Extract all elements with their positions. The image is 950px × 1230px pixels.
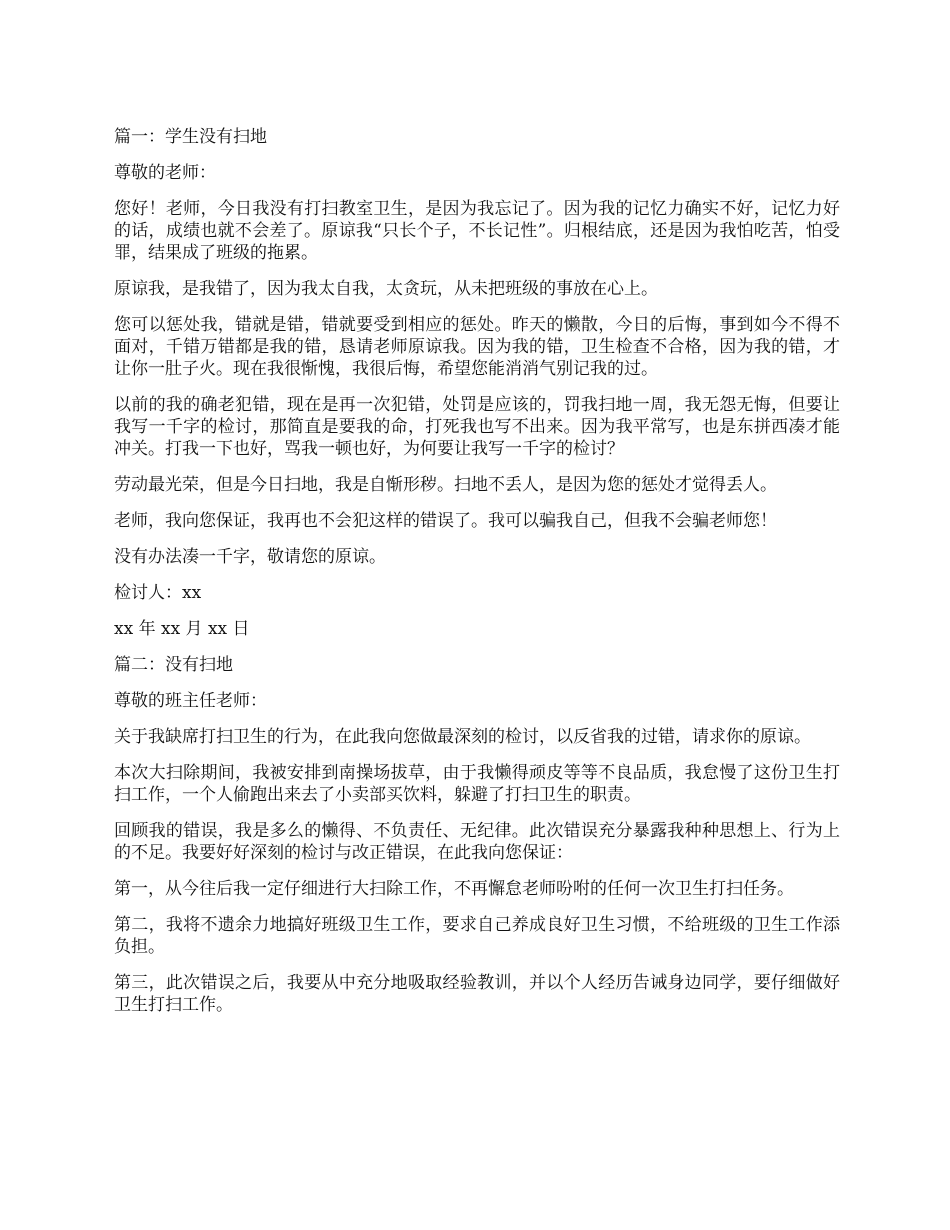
body-paragraph: 您好！老师，今日我没有打扫教室卫生，是因为我忘记了。因为我的记忆力确实不好，记忆力好的话，成绩也就不会差了。原谅我“只长个子，不长记性”。归根结底，还是因为我怕吃苦，怕受罪，结果成了班级的拖累。	[114, 199, 840, 263]
section-two-title: 篇二：没有扫地	[114, 655, 233, 675]
body-paragraph: 老师，我向您保证，我再也不会犯这样的错误了。我可以骗我自己，但我不会骗老师您！	[114, 511, 777, 531]
body-paragraph: 您可以惩处我，错就是错，错就要受到相应的惩处。昨天的懒散，今日的后悔，事到如今不得不面对，千错万错都是我的错，恳请老师原谅我。因为我的错，卫生检查不合格，因为我的错，才让你一肚子火。现在我很惭愧，我很后悔，希望您能消消气别记我的过。	[114, 315, 840, 379]
salutation-teacher: 尊敬的老师：	[114, 163, 216, 183]
body-paragraph: 第一，从今往后我一定仔细进行大扫除工作，不再懈怠老师吩咐的任何一次卫生打扫任务。	[114, 879, 794, 899]
body-paragraph: 原谅我，是我错了，因为我太自我，太贪玩，从未把班级的事放在心上。	[114, 279, 658, 299]
signature-line: 检讨人：xx	[114, 583, 202, 603]
salutation-head-teacher: 尊敬的班主任老师：	[114, 691, 267, 711]
body-paragraph: 本次大扫除期间，我被安排到南操场拔草，由于我懒得顽皮等等不良品质，我怠慢了这份卫生打扫工作，一个人偷跑出来去了小卖部买饮料，躲避了打扫卫生的职责。	[114, 763, 840, 805]
section-one-title: 篇一：学生没有扫地	[114, 127, 267, 147]
date-line: xx 年 xx 月 xx 日	[114, 619, 250, 639]
body-paragraph: 第三，此次错误之后，我要从中充分地吸取经验教训，并以个人经历告诫身边同学，要仔细做好卫生打扫工作。	[114, 973, 840, 1015]
body-paragraph: 以前的我的确老犯错，现在是再一次犯错，处罚是应该的，罚我扫地一周，我无怨无悔，但要让我写一千字的检讨，那简直是要我的命，打死我也写不出来。因为我平常写，也是东拼西凑才能冲关。打我一下也好，骂我一顿也好，为何要让我写一千字的检讨？	[114, 395, 840, 459]
body-paragraph: 关于我缺席打扫卫生的行为，在此我向您做最深刻的检讨，以反省我的过错，请求你的原谅。	[114, 727, 811, 747]
document-body	[114, 126, 840, 1030]
body-paragraph: 第二，我将不遗余力地搞好班级卫生工作，要求自己养成良好卫生习惯，不给班级的卫生工作添负担。	[114, 915, 840, 957]
body-paragraph: 没有办法凑一千字，敬请您的原谅。	[114, 547, 386, 567]
body-paragraph: 回顾我的错误，我是多么的懒得、不负责任、无纪律。此次错误充分暴露我种种思想上、行为上的不足。我要好好深刻的检讨与改正错误，在此我向您保证：	[114, 821, 840, 863]
body-paragraph: 劳动最光荣，但是今日扫地，我是自惭形秽。扫地不丢人，是因为您的惩处才觉得丢人。	[114, 475, 777, 495]
